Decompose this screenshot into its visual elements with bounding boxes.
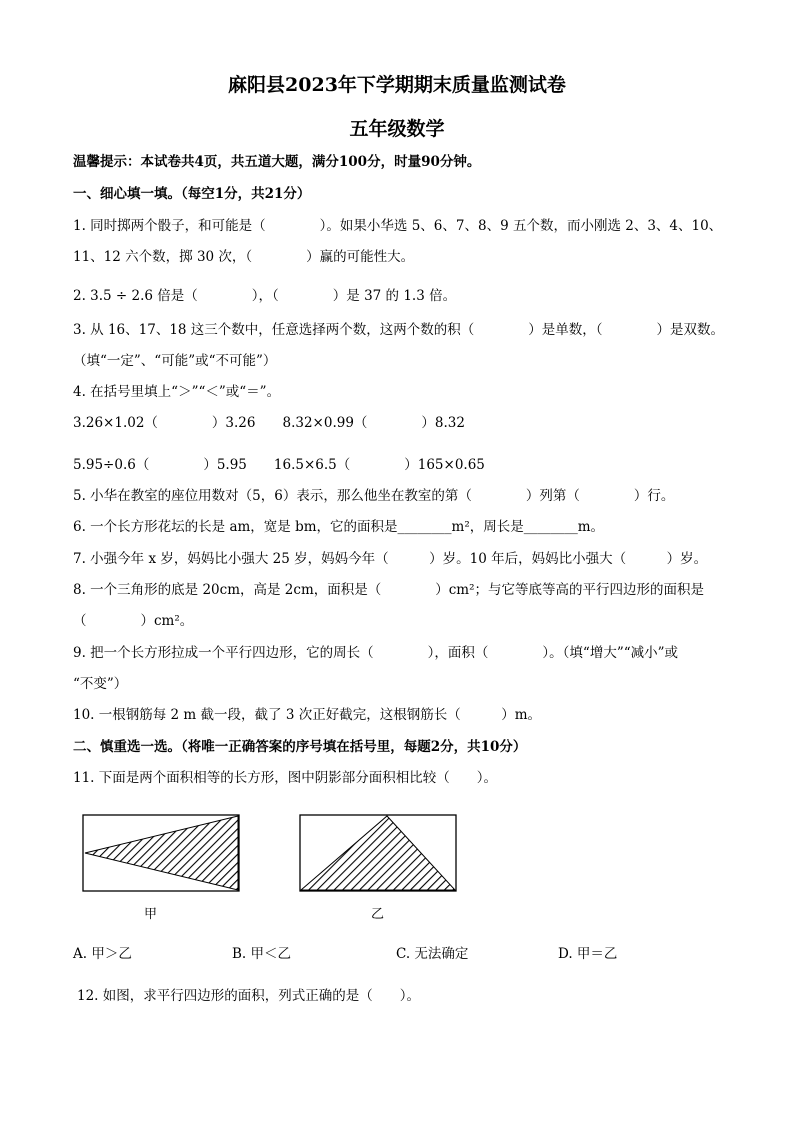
question-9-line-2: “不变”）: [73, 676, 128, 692]
question-2: 2. 3.5 ÷ 2.6 倍是（ ），（ ）是 37 的 1.3 倍。: [73, 288, 457, 304]
question-9-line-1: 9. 把一个长方形拉成一个平行四边形，它的周长（ ），面积（ ）。（填“增大”“减小”或: [73, 645, 679, 661]
question-4: 4. 在括号里填上“＞”“＜”或“＝”。: [73, 384, 281, 400]
question-6: 6. 一个长方形花坛的长是 am，宽是 bm，它的面积是________m²，周长是________m。: [73, 519, 605, 535]
question-1-line-1: 1. 同时掷两个骰子，和可能是（ ）。如果小华选 5、6、7、8、9 五个数，而小刚选 2、3、4、10、: [73, 218, 723, 234]
question-8-line-2: （ ）cm²。: [73, 613, 194, 629]
question-3-line-1: 3. 从 16、17、18 这三个数中，任意选择两个数，这两个数的积（ ）是单数，（ ）是双数。: [73, 322, 725, 338]
question-4-row-1: 3.26×1.02（ ）3.26 8.32×0.99（ ）8.32: [73, 415, 465, 431]
figure-yi: [299, 814, 457, 892]
question-10: 10. 一根钢筋每 2 m 截一段，截了 3 次正好截完，这根钢筋长（ ）m。: [73, 707, 541, 723]
option-a: A. 甲＞乙: [73, 946, 132, 962]
question-4-row-2: 5.95÷0.6（ ）5.95 16.5×6.5（ ）165×0.65: [73, 457, 485, 473]
figure-yi-label: 乙: [371, 907, 385, 922]
option-d: D. 甲＝乙: [558, 946, 618, 962]
section-one-heading: 一、细心填一填。（每空1分，共21分）: [73, 186, 311, 202]
option-b: B. 甲＜乙: [232, 946, 292, 962]
question-7: 7. 小强今年 x 岁，妈妈比小强大 25 岁，妈妈今年（ ）岁。10 年后，妈妈比小强大（ ）岁。: [73, 551, 708, 567]
figure-jia: [82, 814, 240, 892]
section-two-heading: 二、慎重选一选。（将唯一正确答案的序号填在括号里，每题2分，共10分）: [73, 739, 527, 755]
option-c: C. 无法确定: [396, 946, 469, 962]
figure-jia-label: 甲: [144, 907, 158, 922]
question-8-line-1: 8. 一个三角形的底是 20cm，高是 2cm，面积是（ ）cm²；与它等底等高的平行四边形的面积是: [73, 582, 705, 598]
question-11: 11. 下面是两个面积相等的长方形，图中阴影部分面积相比较（ ）。: [73, 770, 498, 786]
question-5: 5. 小华在教室的座位用数对（5，6）表示，那么他坐在教室的第（ ）列第（ ）行。: [73, 488, 675, 504]
exam-subtitle: 五年级数学: [349, 118, 445, 140]
question-12: 12. 如图，求平行四边形的面积，列式正确的是（ ）。: [77, 988, 421, 1004]
question-1-line-2: 11、12 六个数，掷 30 次，（ ）赢的可能性大。: [73, 249, 415, 265]
exam-title: 麻阳县2023年下学期期末质量监测试卷: [228, 74, 566, 96]
exam-tip: 温馨提示：本试卷共4页，共五道大题，满分100分，时量90分钟。: [73, 154, 481, 170]
question-3-line-2: （填“一定”、“可能”或“不可能”）: [73, 353, 277, 369]
